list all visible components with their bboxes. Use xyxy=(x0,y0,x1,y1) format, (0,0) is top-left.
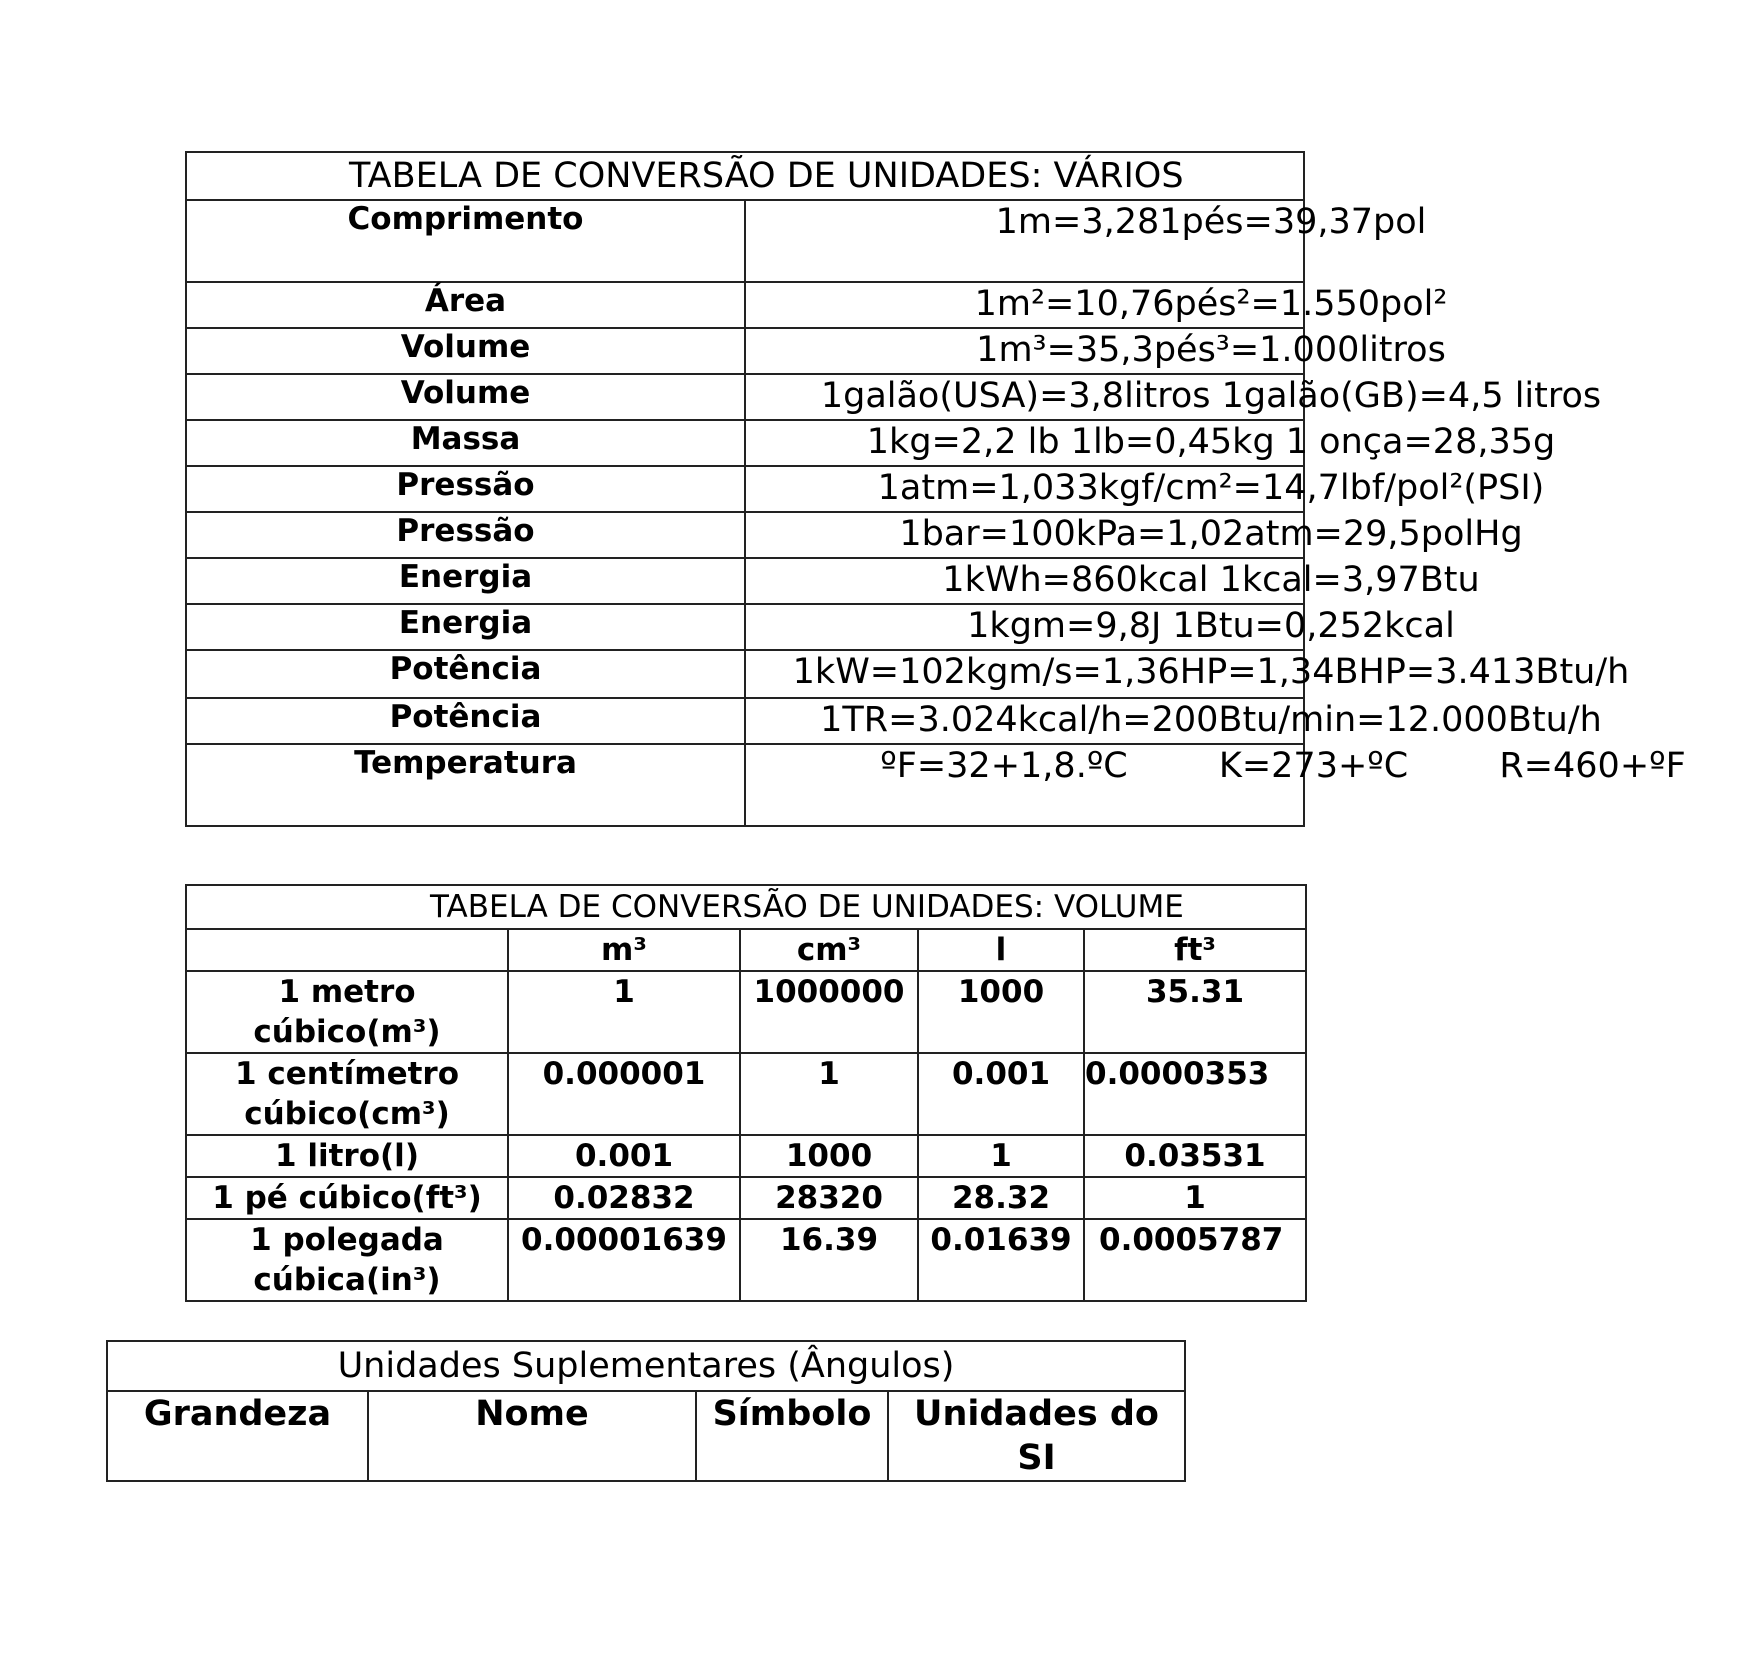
conversion-table-volume xyxy=(185,884,1307,1302)
row-label: Massa xyxy=(186,420,745,466)
kelvin-formula: K=273+ºC xyxy=(1218,746,1409,786)
row-label: Potência xyxy=(186,698,745,744)
table-cell: 1 xyxy=(508,971,740,1053)
column-header-simbolo: Símbolo xyxy=(696,1391,888,1481)
conversion-table-varios xyxy=(185,151,1686,827)
row-value: 1kW=102kgm/s=1,36HP=1,34BHP=3.413Btu/h xyxy=(745,650,1304,698)
table-cell: 0.0000353 xyxy=(1084,1053,1306,1135)
row-value: 1m=3,281pés=39,37pol xyxy=(745,200,1304,282)
row-value: 1kWh=860kcal 1kcal=3,97Btu xyxy=(745,558,1304,604)
table-cell: 0.01639 xyxy=(918,1219,1084,1301)
row-label: Volume xyxy=(186,328,745,374)
row-label: 1 pé cúbico(ft³) xyxy=(186,1177,508,1219)
table-cell: 28.32 xyxy=(918,1177,1084,1219)
row-label: Temperatura xyxy=(186,744,745,826)
row-label: Pressão xyxy=(186,466,745,512)
table-cell: 1 xyxy=(740,1053,918,1135)
column-header: cm³ xyxy=(740,929,918,971)
table-title: TABELA DE CONVERSÃO DE UNIDADES: VOLUME xyxy=(186,885,1306,929)
fahrenheit-formula: ºF=32+1,8.ºC xyxy=(880,746,1128,786)
row-label: Comprimento xyxy=(186,200,745,282)
table-cell: 0.001 xyxy=(918,1053,1084,1135)
row-label: Pressão xyxy=(186,512,745,558)
column-header: l xyxy=(918,929,1084,971)
row-label: 1 polegada cúbica(in³) xyxy=(186,1219,508,1301)
row-value: 1m²=10,76pés²=1.550pol² xyxy=(745,282,1304,328)
table-cell: 0.00001639 xyxy=(508,1219,740,1301)
row-value: 1kgm=9,8J 1Btu=0,252kcal xyxy=(745,604,1304,650)
table-cell: 1000000 xyxy=(740,971,918,1053)
supplementary-units-table xyxy=(106,1340,1186,1482)
rankine-formula: R=460+ºF xyxy=(1499,746,1686,786)
row-label: 1 litro(l) xyxy=(186,1135,508,1177)
column-header: ft³ xyxy=(1084,929,1306,971)
table-cell: 35.31 xyxy=(1084,971,1306,1053)
row-label: Energia xyxy=(186,558,745,604)
table-cell: 1000 xyxy=(918,971,1084,1053)
table-cell: 0.0005787 xyxy=(1084,1219,1306,1301)
row-label: Área xyxy=(186,282,745,328)
row-label: 1 centímetro cúbico(cm³) xyxy=(186,1053,508,1135)
row-label: Potência xyxy=(186,650,745,698)
row-value: 1kg=2,2 lb 1lb=0,45kg 1 onça=28,35g xyxy=(745,420,1304,466)
table-cell: 16.39 xyxy=(740,1219,918,1301)
row-value: 1galão(USA)=3,8litros 1galão(GB)=4,5 litros xyxy=(745,374,1304,420)
row-value: 1TR=3.024kcal/h=200Btu/min=12.000Btu/h xyxy=(745,698,1304,744)
table-cell: 1 xyxy=(918,1135,1084,1177)
row-label: 1 metro cúbico(m³) xyxy=(186,971,508,1053)
table-cell: 0.001 xyxy=(508,1135,740,1177)
table-title: TABELA DE CONVERSÃO DE UNIDADES: VÁRIOS xyxy=(186,152,1304,200)
column-header-unidades-si: Unidades do SI xyxy=(888,1391,1185,1481)
temperature-value xyxy=(745,744,1686,826)
corner-cell xyxy=(186,929,508,971)
table-cell: 0.02832 xyxy=(508,1177,740,1219)
column-header-nome: Nome xyxy=(368,1391,696,1481)
table-title: Unidades Suplementares (Ângulos) xyxy=(107,1341,1185,1391)
table-cell: 28320 xyxy=(740,1177,918,1219)
row-value: 1atm=1,033kgf/cm²=14,7lbf/pol²(PSI) xyxy=(745,466,1304,512)
row-value: 1bar=100kPa=1,02atm=29,5polHg xyxy=(745,512,1304,558)
row-label: Energia xyxy=(186,604,745,650)
table-cell: 1 xyxy=(1084,1177,1306,1219)
row-label: Volume xyxy=(186,374,745,420)
column-header-grandeza: Grandeza xyxy=(107,1391,368,1481)
table-cell: 0.03531 xyxy=(1084,1135,1306,1177)
column-header: m³ xyxy=(508,929,740,971)
table-cell: 1000 xyxy=(740,1135,918,1177)
row-value: 1m³=35,3pés³=1.000litros xyxy=(745,328,1304,374)
table-cell: 0.000001 xyxy=(508,1053,740,1135)
